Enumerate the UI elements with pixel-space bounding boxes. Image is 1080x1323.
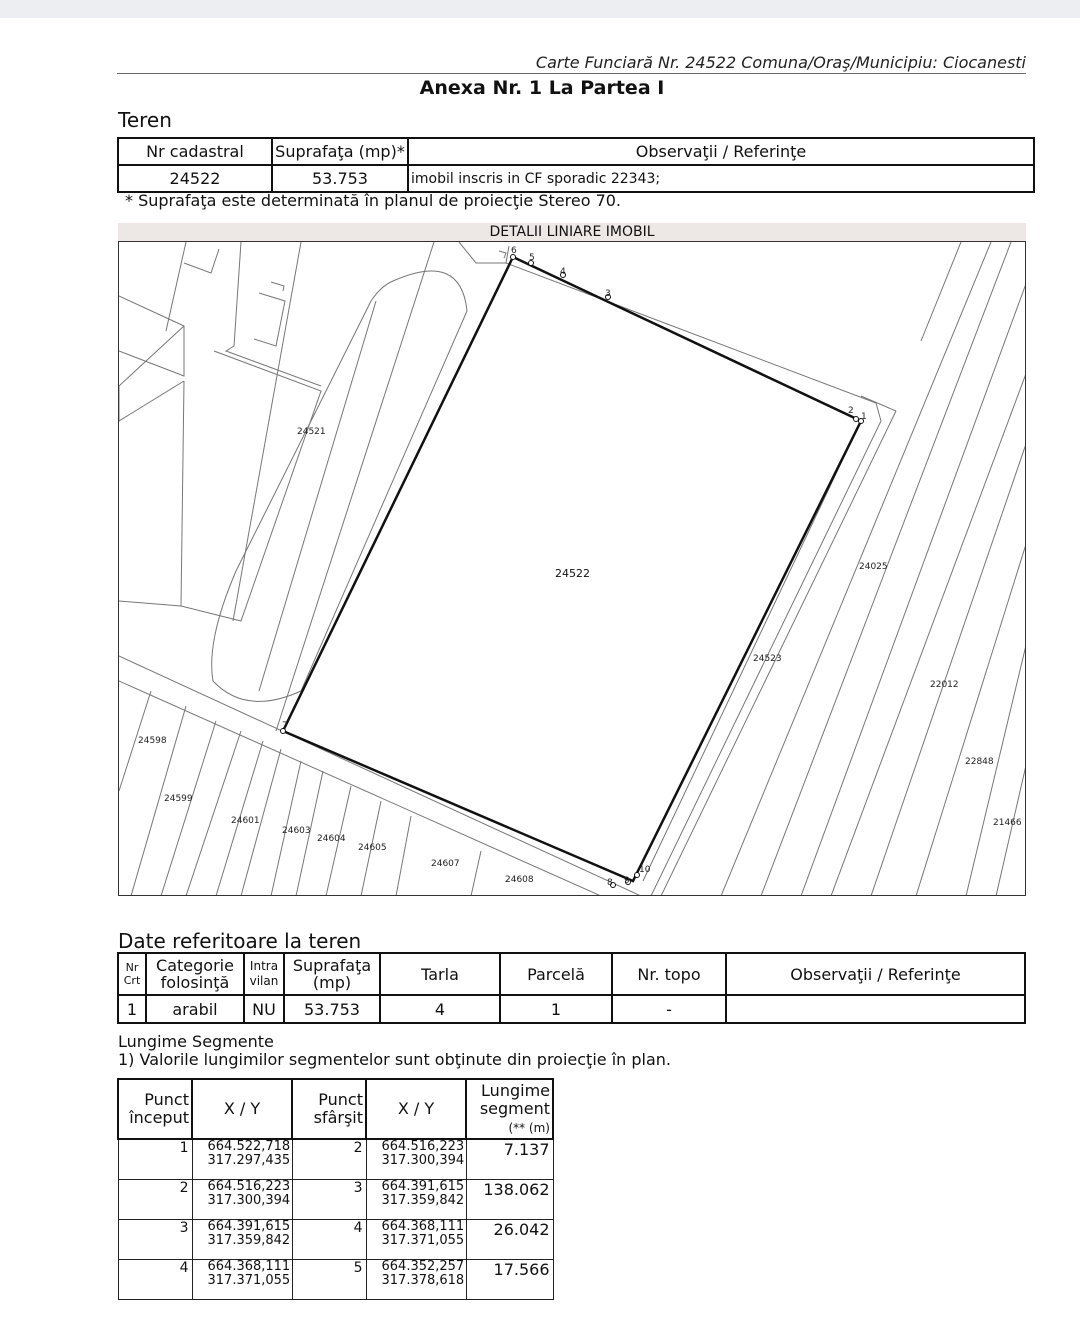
vertex-label: 1 bbox=[861, 412, 867, 422]
annex-title: Anexa Nr. 1 La Partea I bbox=[419, 77, 665, 99]
cell-end-xy: 664.516,223 317.300,394 bbox=[366, 1139, 466, 1179]
col-observatii: Observaţii / Referinţe bbox=[408, 138, 1034, 165]
cell-start-xy: 664.368,111 317.371,055 bbox=[192, 1259, 292, 1299]
col-observatii: Observaţii / Referinţe bbox=[726, 953, 1025, 995]
vertex-label: 10 bbox=[639, 865, 651, 875]
col-end-xy: X / Y bbox=[366, 1079, 466, 1139]
land-data-table bbox=[117, 952, 1026, 1024]
cell-start-xy: 664.522,718 317.297,435 bbox=[192, 1139, 292, 1179]
teren-table bbox=[117, 137, 1035, 193]
table-row bbox=[118, 1259, 553, 1299]
parcel-label: 24605 bbox=[358, 843, 387, 853]
parcel-label: 24604 bbox=[317, 834, 346, 844]
col-tarla: Tarla bbox=[380, 953, 500, 995]
col-suprafata: Suprafaţa (mp)* bbox=[272, 138, 408, 165]
segments-heading bbox=[118, 1033, 671, 1069]
col-end-point: Punct sfârşit bbox=[292, 1079, 366, 1139]
cell-tarla: 4 bbox=[380, 995, 500, 1023]
cell-end-xy: 664.352,257 317.378,618 bbox=[366, 1259, 466, 1299]
cell-intra-vilan: NU bbox=[244, 995, 284, 1023]
col-suprafata: Suprafaţa (mp) bbox=[284, 953, 380, 995]
cell-start: 4 bbox=[118, 1259, 192, 1299]
cell-length: 26.042 bbox=[466, 1219, 553, 1259]
top-bar bbox=[0, 0, 1080, 18]
cell-length: 138.062 bbox=[466, 1179, 553, 1219]
cell-nr-topo: - bbox=[612, 995, 726, 1023]
cell-end-xy: 664.391,615 317.359,842 bbox=[366, 1179, 466, 1219]
cell-end: 4 bbox=[292, 1219, 366, 1259]
col-nr-cadastral: Nr cadastral bbox=[118, 138, 272, 165]
date-teren-title: Date referitoare la teren bbox=[118, 929, 362, 953]
cell-categorie: arabil bbox=[146, 995, 244, 1023]
parcel-label: 22012 bbox=[930, 680, 959, 690]
cadastral-map bbox=[118, 241, 1026, 896]
cell-start-xy: 664.516,223 317.300,394 bbox=[192, 1179, 292, 1219]
cell-nr-crt: 1 bbox=[118, 995, 146, 1023]
parcel-label: 24599 bbox=[164, 794, 193, 804]
cell-start-xy: 664.391,615 317.359,842 bbox=[192, 1219, 292, 1259]
parcel-label: 24603 bbox=[282, 826, 311, 836]
col-intra-vilan: Intra vilan bbox=[244, 953, 284, 995]
parcel-label: 21466 bbox=[993, 818, 1022, 828]
col-nr-topo: Nr. topo bbox=[612, 953, 726, 995]
parcel-label: 24025 bbox=[859, 562, 888, 572]
cell-start: 3 bbox=[118, 1219, 192, 1259]
col-categorie: Categorie folosinţă bbox=[146, 953, 244, 995]
cell-nr-cadastral: 24522 bbox=[118, 165, 272, 192]
cell-parcela: 1 bbox=[500, 995, 612, 1023]
vertex-label: 5 bbox=[529, 253, 535, 263]
cell-length: 17.566 bbox=[466, 1259, 553, 1299]
cell-end: 2 bbox=[292, 1139, 366, 1179]
vertex-label: 8 bbox=[607, 878, 613, 888]
parcel-label: 24523 bbox=[753, 654, 782, 664]
segments-table bbox=[117, 1078, 554, 1300]
map-title: DETALII LINIARE IMOBIL bbox=[118, 223, 1026, 242]
col-start-point: Punct început bbox=[118, 1079, 192, 1139]
cell-start: 1 bbox=[118, 1139, 192, 1179]
cell-length: 7.137 bbox=[466, 1139, 553, 1179]
segments-title: Lungime Segmente bbox=[118, 1032, 274, 1051]
table-row bbox=[118, 1219, 553, 1259]
cell-suprafata: 53.753 bbox=[272, 165, 408, 192]
vertex-label: 3 bbox=[605, 289, 611, 299]
col-segment-length: Lungime segment (** (m) bbox=[466, 1079, 553, 1139]
table-row bbox=[118, 1179, 553, 1219]
parcel-label: 22848 bbox=[965, 757, 994, 767]
vertex-label: 9 bbox=[624, 876, 630, 886]
cell-end-xy: 664.368,111 317.371,055 bbox=[366, 1219, 466, 1259]
projection-note: * Suprafaţa este determinată în planul de proiecţie Stereo 70. bbox=[125, 191, 622, 210]
col-parcela: Parcelă bbox=[500, 953, 612, 995]
cell-end: 3 bbox=[292, 1179, 366, 1219]
cell-observatii: imobil inscris in CF sporadic 22343; bbox=[408, 165, 1034, 192]
parcel-label: 24607 bbox=[431, 859, 460, 869]
parcel-label: 24608 bbox=[505, 875, 534, 885]
segments-subtitle: 1) Valorile lungimilor segmentelor sunt obţinute din proiecţie în plan. bbox=[118, 1050, 671, 1069]
cell-suprafata: 53.753 bbox=[284, 995, 380, 1023]
parcel-label: 24521 bbox=[297, 427, 326, 437]
parcel-label: 24598 bbox=[138, 736, 167, 746]
cell-end: 5 bbox=[292, 1259, 366, 1299]
cell-start: 2 bbox=[118, 1179, 192, 1219]
parcel-center-label: 24522 bbox=[555, 567, 590, 580]
table-row bbox=[118, 1139, 553, 1179]
vertex-label: 7 bbox=[282, 721, 288, 731]
col-nr-crt: Nr Crt bbox=[118, 953, 146, 995]
vertex-label: 2 bbox=[848, 406, 854, 416]
col-start-xy: X / Y bbox=[192, 1079, 292, 1139]
cell-observatii bbox=[726, 995, 1025, 1023]
vertex-label: 6 bbox=[511, 246, 517, 256]
parcel-label: 24601 bbox=[231, 816, 260, 826]
teren-title: Teren bbox=[118, 108, 172, 132]
vertex-label: 4 bbox=[560, 267, 566, 277]
header-divider bbox=[117, 73, 1026, 74]
document-reference: Carte Funciară Nr. 24522 Comuna/Oraş/Municipiu: Ciocanesti bbox=[535, 53, 1026, 72]
